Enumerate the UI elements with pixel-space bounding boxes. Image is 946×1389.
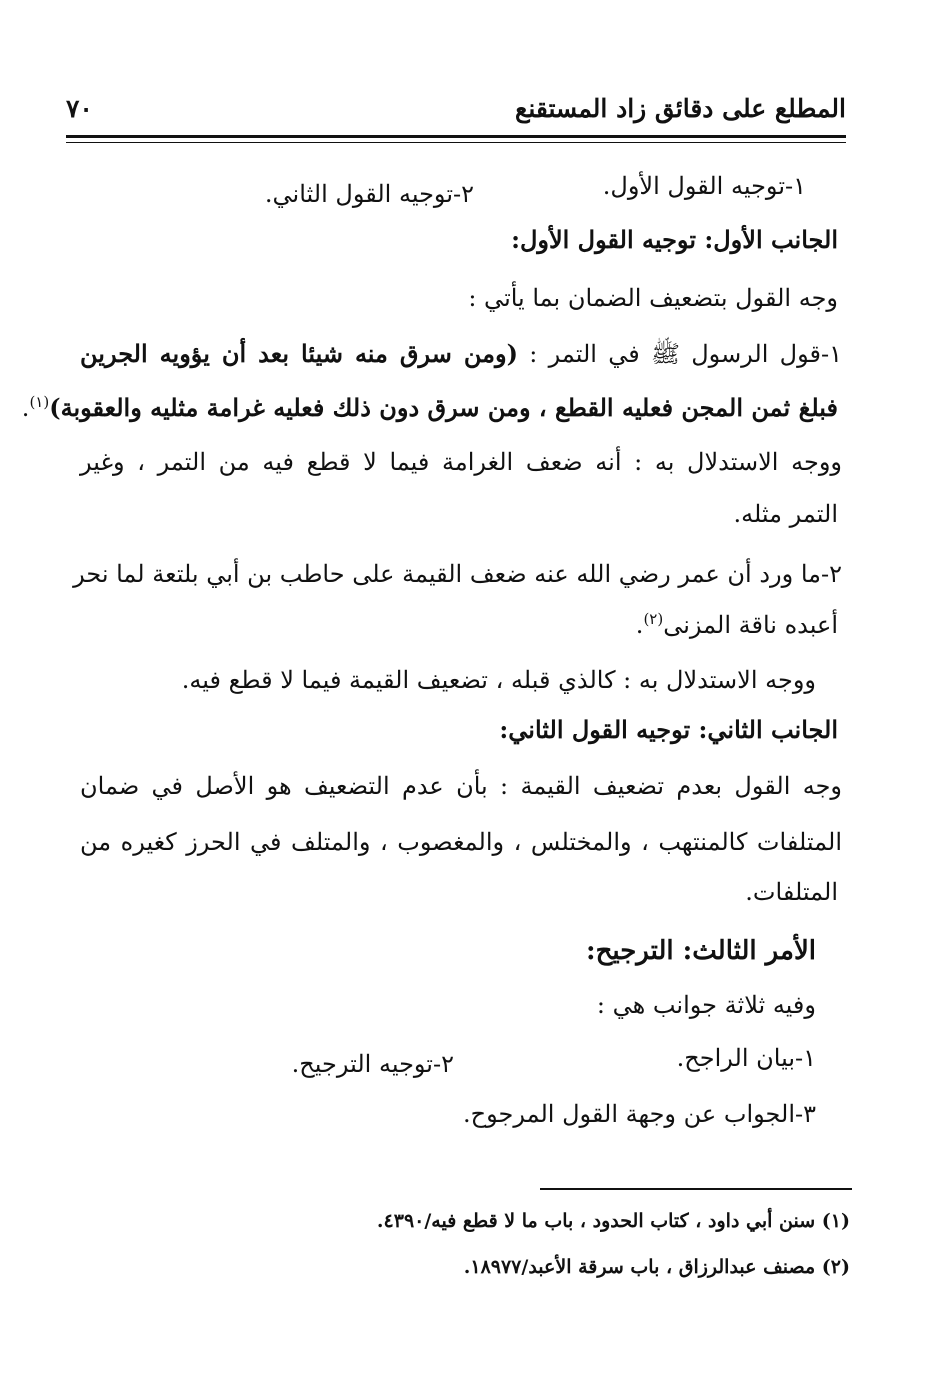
paragraph-2-line-2: فبلغ ثمن المجن فعليه القطع ، ومن سرق دون ذلك فعليه غرامة مثليه والعقوبة)$^{(١)}$. [21, 393, 838, 422]
footnote-ref-2: (٢) [643, 610, 664, 628]
list-item-1: ١-توجيه القول الأول. [602, 172, 806, 200]
book-title: المطلع على دقائق زاد المستقنع [515, 94, 846, 123]
footnote-separator [540, 1188, 852, 1190]
paragraph-5: ووجه الاستدلال به : كالذي قبله ، تضعيف القيمة فيما لا قطع فيه. [181, 666, 816, 694]
section-heading-2: الجانب الثاني: توجيه القول الثاني: [499, 715, 838, 744]
paragraph-6-line-2: المتلفات كالمنتهب ، والمختلس ، والمغصوب ، والمتلف في الحرز كغيره من [80, 828, 843, 856]
paragraph-2-line-1 [80, 339, 842, 368]
paragraph-4-end: أعبده ناقة المزنى [663, 611, 838, 639]
paragraph-3-line-2: التمر مثله. [733, 500, 838, 528]
section-heading-1: الجانب الأول: توجيه القول الأول: [511, 225, 838, 254]
list-item-3: ١-بيان الراجح. [676, 1044, 816, 1072]
list-item-2: ٢-توجيه القول الثاني. [264, 180, 474, 208]
running-header [66, 92, 846, 132]
list-item-5: ٣-الجواب عن وجهة القول المرجوح. [462, 1100, 816, 1128]
paragraph-3-line-1: ووجه الاستدلال به : أنه ضعف الغرامة فيما لا قطع فيه من التمر ، وغير [80, 448, 842, 476]
section-heading-3: الأمر الثالث: الترجيح: [585, 936, 816, 966]
paragraph-4-line-1: ٢-ما ورد أن عمر رضي الله عنه ضعف القيمة على حاطب بن أبي بلتعة لما نحر [73, 560, 842, 588]
hadith-quote-end: فبلغ ثمن المجن فعليه القطع ، ومن سرق دون ذلك فعليه غرامة مثليه والعقوبة) [49, 393, 838, 422]
paragraph-7: وفيه ثلاثة جوانب هي : [596, 991, 816, 1019]
footnote-ref-1: (١) [29, 393, 50, 411]
paragraph-6-line-1: وجه القول بعدم تضعيف القيمة : بأن عدم التضعيف هو الأصل في ضمان [80, 772, 842, 800]
paragraph-4-line-2: أعبده ناقة المزنى$^{(٢)}$. [635, 610, 838, 639]
paragraph-2-intro: ١-قول الرسول ﷺ في التمر : [517, 340, 842, 368]
paragraph-6-line-3: المتلفات. [745, 878, 838, 906]
list-item-4: ٢-توجيه الترجيح. [291, 1050, 454, 1078]
footnote-2: (٢) مصنف عبدالرزاق ، باب سرقة الأعبد/١٨٩٧٧. [463, 1256, 850, 1278]
header-rule-thick [66, 135, 846, 138]
page-number: ٧٠ [66, 94, 93, 123]
hadith-quote-start: (ومن سرق منه شيئا بعد أن يؤويه الجرين [80, 339, 518, 368]
footnote-1: (١) سنن أبي داود ، كتاب الحدود ، باب ما لا قطع فيه/٤٣٩٠. [376, 1210, 850, 1232]
header-rule-thin [66, 142, 846, 143]
paragraph-1: وجه القول بتضعيف الضمان بما يأتي : [468, 284, 838, 312]
